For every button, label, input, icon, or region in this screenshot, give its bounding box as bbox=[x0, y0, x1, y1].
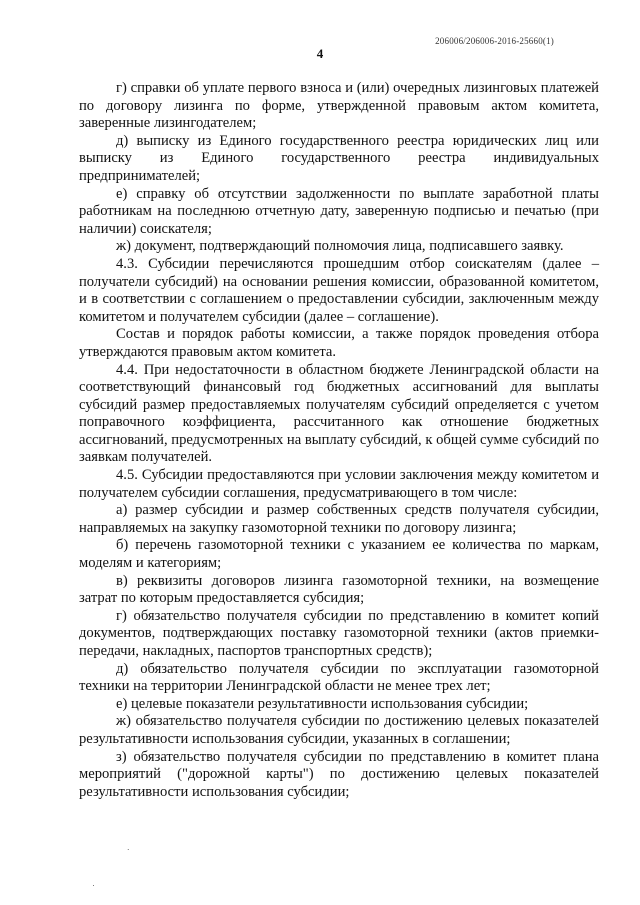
scan-speck: · bbox=[92, 880, 95, 890]
paragraph-item-d-operation-obligation: д) обязательство получателя субсидии по эксплуатации газомоторной техники на территории Ленинградской области не менее трех лет; bbox=[79, 660, 599, 695]
paragraph-item-b-equipment-list: б) перечень газомоторной техники с указанием ее количества по маркам, моделям и категориям; bbox=[79, 537, 599, 572]
paragraph-item-v-lease-details: в) реквизиты договоров лизинга газомоторной техники, на возмещение затрат по которым предоставляется субсидия; bbox=[79, 572, 599, 607]
document-body bbox=[79, 80, 599, 801]
page-number: 4 bbox=[316, 46, 324, 61]
paragraph-section-4-4: 4.4. При недостаточности в областном бюджете Ленинградской области на соответствующий финансовый год бюджетных ассигнований для выплаты субсидий размер предоставляемых получателям субсидий определяется с учетом поправочного коэффициента, рассчитанного как отношение бюджетных ассигнований, предусмотренных на выплату субсидий, к общей сумме субсидий по заявкам получателей. bbox=[79, 361, 599, 466]
paragraph-section-4-3: 4.3. Субсидии перечисляются прошедшим отбор соискателям (далее – получатели субсидий) на основании решения комиссии, образованной комитетом, и в соответствии с соглашением о предоставлении субсидии, заключенным между комитетом и получателем субсидии (далее – соглашение). bbox=[79, 255, 599, 325]
paragraph-item-a-subsidy-size: а) размер субсидии и размер собственных средств получателя субсидии, направляемых на закупку газомоторной техники по договору лизинга; bbox=[79, 502, 599, 536]
paragraph-item-z-roadmap-obligation: з) обязательство получателя субсидии по представлению в комитет плана мероприятий ("дорожной карты") по достижению целевых показателей результативности использования субсидии; bbox=[79, 748, 599, 800]
paragraph-item-e-wage-debt-certificate: е) справку об отсутствии задолженности по выплате заработной платы работникам на последнюю отчетную дату, заверенную подписью и печатью (при наличии) соискателя; bbox=[79, 185, 599, 237]
paragraph-item-g-document-copies: г) обязательство получателя субсидии по представлению в комитет копий документов, подтверждающих поставку газомоторной техники (актов приемки-передачи, накладных, паспортов транспортных средств); bbox=[79, 607, 599, 659]
paragraph-item-e-target-indicators: е) целевые показатели результативности использования субсидии; bbox=[116, 695, 529, 712]
paragraph-item-d-registry-extract: д) выписку из Единого государственного реестра юридических лиц или выписку из Единого государственного реестра индивидуальных предпринимателей; bbox=[79, 132, 599, 184]
paragraph-item-g-certificates: г) справки об уплате первого взноса и (или) очередных лизинговых платежей по договору лизинга по форме, утвержденной правовым актом комитета, заверенные лизингодателем; bbox=[79, 80, 599, 132]
paragraph-item-zh-achievement-obligation: ж) обязательство получателя субсидии по достижению целевых показателей результативности использования субсидии, указанных в соглашении; bbox=[79, 713, 599, 747]
scan-speck: . bbox=[127, 842, 130, 852]
paragraph-section-4-5: 4.5. Субсидии предоставляются при условии заключения между комитетом и получателем субсидии соглашения, предусматривающего в том числе: bbox=[79, 467, 599, 501]
paragraph-item-zh-authority-document: ж) документ, подтверждающий полномочия лица, подписавшего заявку. bbox=[116, 238, 564, 255]
paragraph-commission-procedure: Состав и порядок работы комиссии, а также порядок проведения отбора утверждаются правовым актом комитета. bbox=[79, 326, 599, 360]
document-id: 206006/206006-2016-25660(1) bbox=[435, 36, 554, 46]
